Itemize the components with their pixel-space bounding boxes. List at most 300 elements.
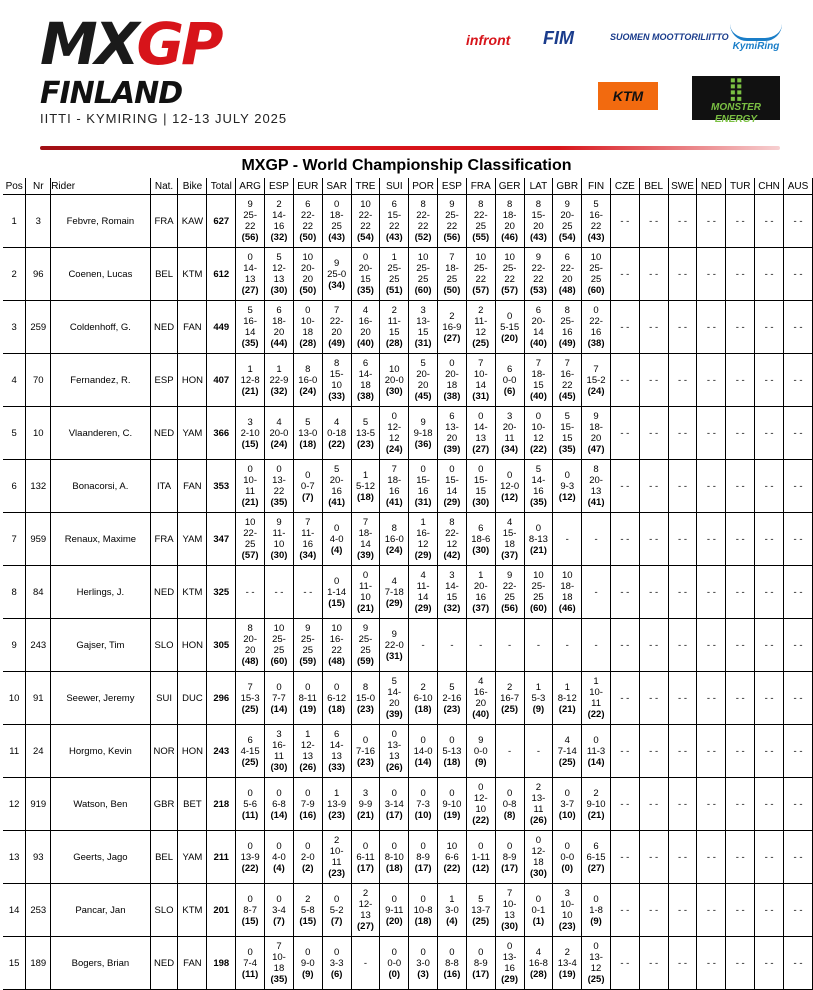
round-result: 1-14 <box>327 586 347 598</box>
round-points: (22) <box>443 862 461 874</box>
round-result: 3-4 <box>272 904 286 916</box>
cell-round-eur <box>293 619 322 672</box>
cell-rider: Fernandez, R. <box>51 354 150 407</box>
cell-total: 366 <box>207 407 236 460</box>
round-result: 22- <box>243 528 257 539</box>
round-points: (24) <box>385 444 403 455</box>
cell-round-ned: - - <box>697 778 726 831</box>
cell-round-fra <box>466 831 495 884</box>
round-result: 16- <box>243 316 257 327</box>
round-result: 16- <box>560 369 575 380</box>
cell-total: 296 <box>207 672 236 725</box>
cell-round-lat <box>524 513 553 566</box>
round-result: 3-0 <box>445 904 459 916</box>
cell-round-chn: - - <box>755 460 784 513</box>
cell-round-por <box>409 884 438 937</box>
round-result: 14 <box>360 539 371 550</box>
cell-round-gbr <box>553 301 582 354</box>
cell-round-sar <box>322 354 351 407</box>
cell-nr: 959 <box>26 513 51 566</box>
round-points: (50) <box>443 285 461 296</box>
cell-round-sar <box>322 778 351 831</box>
round-result: 4 <box>420 570 426 581</box>
cell-round-sui <box>380 778 409 831</box>
cell-total: 243 <box>207 725 236 778</box>
cell-round-eur <box>293 725 322 778</box>
col-header-bike: Bike <box>178 178 207 195</box>
cell-round-esp <box>265 619 294 672</box>
cell-round-cze: - - <box>610 195 639 248</box>
round-points: (30) <box>385 385 403 397</box>
round-result: 20- <box>300 263 315 274</box>
round-result: 10-8 <box>413 904 433 916</box>
round-result: 0 <box>535 522 542 534</box>
round-result: 25 <box>302 645 314 656</box>
cell-rider: Bogers, Brian <box>51 937 150 990</box>
cell-round-esp <box>438 513 467 566</box>
round-result: 14 <box>475 380 487 391</box>
round-result: 20- <box>560 210 575 221</box>
cell-round-ger <box>495 354 524 407</box>
cell-round-arg: - - <box>236 566 265 619</box>
round-result: 15- <box>502 528 517 539</box>
cell-round-ger <box>495 672 524 725</box>
cell-round-cze: - - <box>610 301 639 354</box>
cell-round-gbr <box>553 831 582 884</box>
cell-round-esp <box>265 354 294 407</box>
round-result: 6 <box>305 199 311 210</box>
round-points: (16) <box>299 809 317 821</box>
round-points: (7) <box>301 491 314 503</box>
cell-round-tre <box>351 301 380 354</box>
cell-round-tre <box>351 672 380 725</box>
round-points: (60) <box>270 656 288 667</box>
round-points: (45) <box>414 391 432 402</box>
cell-round-tur: - - <box>726 672 755 725</box>
col-header-round-sui: SUI <box>380 178 409 195</box>
round-result: 0 <box>362 840 369 852</box>
round-result: 15 <box>475 486 487 497</box>
round-result: 6 <box>564 252 570 263</box>
round-result: 12-0 <box>500 480 520 492</box>
cell-round-esp <box>438 460 467 513</box>
round-result: 1 <box>478 570 484 581</box>
round-result: 12 <box>388 433 400 444</box>
round-result: 8 <box>564 305 570 316</box>
round-points: (25) <box>241 756 259 768</box>
round-points: (60) <box>587 285 605 296</box>
round-result: 0 <box>506 310 513 322</box>
cell-round-ned: - - <box>697 301 726 354</box>
cell-round-por <box>409 937 438 990</box>
round-points: (21) <box>558 703 576 715</box>
round-result: 7-14 <box>557 745 577 757</box>
cell-round-arg <box>236 725 265 778</box>
round-result: 6 <box>535 305 542 316</box>
cell-round-gbr <box>553 937 582 990</box>
cell-nat: GBR <box>150 778 178 831</box>
cell-round-ned: - - <box>697 407 726 460</box>
cell-round-tre <box>351 195 380 248</box>
round-result: 6 <box>391 199 397 210</box>
round-result: 0 <box>305 946 311 958</box>
round-result: 12 <box>475 327 487 338</box>
round-result: 5 <box>276 252 282 263</box>
round-result: 15 <box>446 592 458 603</box>
round-points: (4) <box>446 915 458 927</box>
cell-round-sui <box>380 195 409 248</box>
cell-round-lat <box>524 248 553 301</box>
cell-round-tre <box>351 884 380 937</box>
round-result: 18- <box>387 475 402 486</box>
round-result: 1 <box>593 676 599 687</box>
round-result: 20 <box>244 645 256 656</box>
round-points: (12) <box>472 862 490 874</box>
round-points: (43) <box>328 232 346 243</box>
cell-round-lat <box>524 460 553 513</box>
round-points: (39) <box>443 444 461 455</box>
round-result: 20 <box>417 380 429 391</box>
round-points: (21) <box>357 809 374 821</box>
round-result: 13 <box>302 751 314 762</box>
round-points: (9) <box>474 756 487 768</box>
round-result: 10 <box>244 517 256 528</box>
round-result: 20- <box>531 316 546 327</box>
round-points: (21) <box>241 497 259 508</box>
cell-nr: 84 <box>26 566 51 619</box>
cell-rider: Herlings, J. <box>51 566 150 619</box>
round-result: 2 <box>276 199 282 210</box>
kymiring-text: KymiRing <box>732 41 780 52</box>
cell-round-gbr <box>553 354 582 407</box>
round-result: 8-11 <box>298 692 317 704</box>
cell-total: 449 <box>207 301 236 354</box>
cell-rider: Febvre, Romain <box>51 195 150 248</box>
round-result: 14- <box>473 422 488 433</box>
round-result: 13 <box>331 751 342 762</box>
cell-round-fin <box>582 460 611 513</box>
cell-round-chn: - - <box>755 619 784 672</box>
cell-round-ned: - - <box>697 619 726 672</box>
round-points: (24) <box>270 438 288 450</box>
round-result: 15- <box>329 369 344 380</box>
round-points: (10) <box>558 809 576 821</box>
round-result: 3 <box>564 888 570 899</box>
round-result: 10 <box>360 592 371 603</box>
cell-round-tur: - - <box>726 937 755 990</box>
round-result: 22 <box>388 221 400 232</box>
cell-round-ned: - - <box>697 831 726 884</box>
cell-round-aus: - - <box>784 937 813 990</box>
round-points: (22) <box>328 438 346 450</box>
round-result: 5-6 <box>243 798 257 810</box>
cell-round-bel: - - <box>639 725 668 778</box>
cell-round-lat <box>524 407 553 460</box>
round-result: 22 <box>331 645 342 656</box>
cell-bike: YAM <box>178 513 207 566</box>
cell-round-esp <box>265 937 294 990</box>
round-points: (46) <box>558 603 576 614</box>
cell-round-eur <box>293 195 322 248</box>
cell-round-cze: - - <box>610 672 639 725</box>
round-result: 18 <box>561 592 573 603</box>
cell-total: 353 <box>207 460 236 513</box>
round-result: 12 <box>417 539 429 550</box>
round-result: 0 <box>506 787 513 799</box>
round-result: 10- <box>560 899 575 910</box>
round-points: (44) <box>270 338 288 349</box>
cell-round-ger <box>495 195 524 248</box>
col-header-nat: Nat. <box>150 178 178 195</box>
cell-round-esp <box>438 407 467 460</box>
round-result: 9 <box>333 257 340 269</box>
cell-total: 612 <box>207 248 236 301</box>
cell-round-bel: - - <box>639 672 668 725</box>
round-result: 0 <box>449 464 455 475</box>
round-result: 12- <box>300 740 315 751</box>
cell-round-aus: - - <box>784 566 813 619</box>
cell-pos: 12 <box>3 778 26 831</box>
cell-round-bel: - - <box>639 407 668 460</box>
round-points: (30) <box>270 285 288 296</box>
round-result: 0 <box>247 787 253 799</box>
cell-round-arg <box>236 301 265 354</box>
round-result: 8 <box>420 199 426 210</box>
round-result: 7 <box>391 464 397 475</box>
round-points: (30) <box>270 762 288 773</box>
sponsor-fim-logo: FIM <box>543 28 574 48</box>
cell-round-sar <box>322 566 351 619</box>
round-result: 20-0 <box>269 427 289 439</box>
round-points: (22) <box>472 815 490 826</box>
cell-round-gbr: - <box>553 513 582 566</box>
cell-round-arg <box>236 672 265 725</box>
cell-round-por <box>409 566 438 619</box>
round-result: 2-10 <box>240 427 260 439</box>
cell-round-tur: - - <box>726 248 755 301</box>
round-points: (19) <box>299 703 317 715</box>
round-result: 0 <box>420 734 426 746</box>
round-points: (9) <box>301 968 314 980</box>
round-result: 20 <box>302 274 314 285</box>
round-result: 25- <box>473 263 488 274</box>
round-points: (28) <box>529 968 547 980</box>
round-result: 13 <box>504 910 515 921</box>
cell-total: 198 <box>207 937 236 990</box>
cell-round-swe: - - <box>668 566 697 619</box>
round-result: 0 <box>420 464 426 475</box>
round-result: 0 <box>478 946 484 958</box>
round-result: 5 <box>564 411 570 422</box>
round-result: 22 <box>561 380 573 391</box>
cell-total: 201 <box>207 884 236 937</box>
round-result: 9-10 <box>442 798 462 810</box>
round-result: 11 <box>591 698 601 709</box>
round-result: 1 <box>449 893 455 905</box>
cell-round-swe: - - <box>668 884 697 937</box>
cell-round-tur: - - <box>726 513 755 566</box>
cell-pos: 6 <box>3 460 26 513</box>
round-result: 11 <box>274 751 284 762</box>
round-result: 3-14 <box>384 798 404 810</box>
round-result: 15- <box>387 210 402 221</box>
cell-round-sar <box>322 407 351 460</box>
round-result: 0 <box>391 893 397 905</box>
round-result: 0 <box>478 840 484 852</box>
round-result: 5 <box>478 893 484 905</box>
cell-round-fin <box>582 407 611 460</box>
round-points: (35) <box>270 497 288 508</box>
cell-round-aus: - - <box>784 407 813 460</box>
round-points: (26) <box>299 762 317 773</box>
cell-round-tre <box>351 566 380 619</box>
round-result: 25 <box>533 592 544 603</box>
round-result: 16- <box>473 687 488 698</box>
round-points: (21) <box>357 603 374 614</box>
round-result: 22- <box>416 210 430 221</box>
cell-round-por <box>409 248 438 301</box>
table-row <box>3 460 813 513</box>
col-header-round-esp: ESP <box>265 178 294 195</box>
cell-round-fra <box>466 301 495 354</box>
cell-round-eur <box>293 301 322 354</box>
round-result: 22 <box>302 221 314 232</box>
round-result: 0 <box>564 469 570 481</box>
round-points: (59) <box>357 656 374 667</box>
round-result: 13 <box>590 486 602 497</box>
cell-round-sui <box>380 301 409 354</box>
round-points: (18) <box>414 703 432 715</box>
table-row <box>3 937 813 990</box>
round-result: 15- <box>416 475 430 486</box>
round-result: 1-11 <box>471 851 490 863</box>
col-header-round-eur: EUR <box>293 178 322 195</box>
cell-round-esp <box>438 778 467 831</box>
cell-round-esp <box>265 725 294 778</box>
cell-round-eur <box>293 248 322 301</box>
cell-round-fra <box>466 248 495 301</box>
round-result: 13 <box>273 274 285 285</box>
cell-round-fin <box>582 831 611 884</box>
cell-total: 627 <box>207 195 236 248</box>
col-header-rider: Rider <box>51 178 150 195</box>
round-result: 10 <box>446 840 458 852</box>
cell-round-sui <box>380 566 409 619</box>
round-points: (15) <box>241 915 259 927</box>
cell-rider: Watson, Ben <box>51 778 150 831</box>
round-result: 2 <box>564 946 570 958</box>
round-result: 0-0 <box>502 374 517 386</box>
round-result: 25- <box>589 263 603 274</box>
round-points: (48) <box>241 656 259 667</box>
round-result: 4-0 <box>329 533 344 545</box>
cell-round-sar <box>322 672 351 725</box>
round-result: 3-0 <box>416 957 430 969</box>
round-result: 0 <box>593 941 599 952</box>
cell-round-bel: - - <box>639 937 668 990</box>
round-points: (4) <box>273 862 285 874</box>
cell-round-aus: - - <box>784 778 813 831</box>
round-points: (27) <box>241 285 259 296</box>
cell-round-esp <box>438 354 467 407</box>
round-points: (23) <box>357 438 374 450</box>
round-points: (17) <box>472 968 490 980</box>
round-result: 7 <box>535 358 542 369</box>
cell-round-fin: - <box>582 619 611 672</box>
cell-nat: NED <box>150 937 178 990</box>
round-result: 12 <box>446 539 458 550</box>
round-points: (17) <box>414 862 432 874</box>
monster-text: MONSTER <box>711 102 761 113</box>
round-result: 22 <box>273 486 285 497</box>
cell-pos: 7 <box>3 513 26 566</box>
round-result: 7-7 <box>272 692 286 704</box>
round-result: 6-15 <box>586 851 606 863</box>
round-points: (57) <box>241 550 259 561</box>
round-result: 7-16 <box>355 745 375 757</box>
mxgp-logo <box>40 10 221 78</box>
round-points: (30) <box>472 497 490 508</box>
round-points: (43) <box>385 232 403 243</box>
round-points: (29) <box>501 974 519 985</box>
logo-accent-text: GP <box>136 10 221 78</box>
round-points: (23) <box>357 756 374 768</box>
round-result: 15- <box>531 210 546 221</box>
round-result: 18- <box>589 422 603 433</box>
cell-nr: 189 <box>26 937 51 990</box>
round-result: 18- <box>560 581 575 592</box>
cell-round-tur: - - <box>726 195 755 248</box>
cell-round-swe: - - <box>668 831 697 884</box>
cell-round-arg <box>236 460 265 513</box>
round-result: 10 <box>302 252 314 263</box>
round-result: 10 <box>533 570 544 581</box>
round-points: (50) <box>299 232 317 243</box>
round-points: (27) <box>472 444 490 455</box>
cell-round-gbr <box>553 778 582 831</box>
col-header-round-sar: SAR <box>322 178 351 195</box>
round-result: 10 <box>475 804 487 815</box>
cell-round-sui <box>380 884 409 937</box>
cell-round-swe: - - <box>668 513 697 566</box>
cell-round-sar <box>322 513 351 566</box>
cell-nr: 24 <box>26 725 51 778</box>
cell-round-chn: - - <box>755 407 784 460</box>
round-result: 25- <box>416 263 430 274</box>
round-result: 25 <box>331 221 342 232</box>
round-result: 13- <box>589 952 603 963</box>
cell-round-sui <box>380 672 409 725</box>
round-result: 2-16 <box>442 692 462 704</box>
cell-round-cze: - - <box>610 937 639 990</box>
round-result: 0-18 <box>327 427 347 439</box>
cell-round-fin: - <box>582 566 611 619</box>
cell-round-cze: - - <box>610 619 639 672</box>
round-result: 9-10 <box>586 798 606 810</box>
round-result: 3 <box>276 729 282 740</box>
round-result: 10 <box>417 252 429 263</box>
col-header-total: Total <box>207 178 236 195</box>
cell-round-fra <box>466 672 495 725</box>
sponsor-monster-logo <box>692 76 780 125</box>
cell-pos: 11 <box>3 725 26 778</box>
round-points: (6) <box>503 385 516 397</box>
round-result: 0 <box>449 946 455 958</box>
round-result: 13-5 <box>355 427 375 439</box>
cell-nat: ESP <box>150 354 178 407</box>
round-result: 25- <box>358 634 373 645</box>
round-result: 13- <box>272 475 286 486</box>
